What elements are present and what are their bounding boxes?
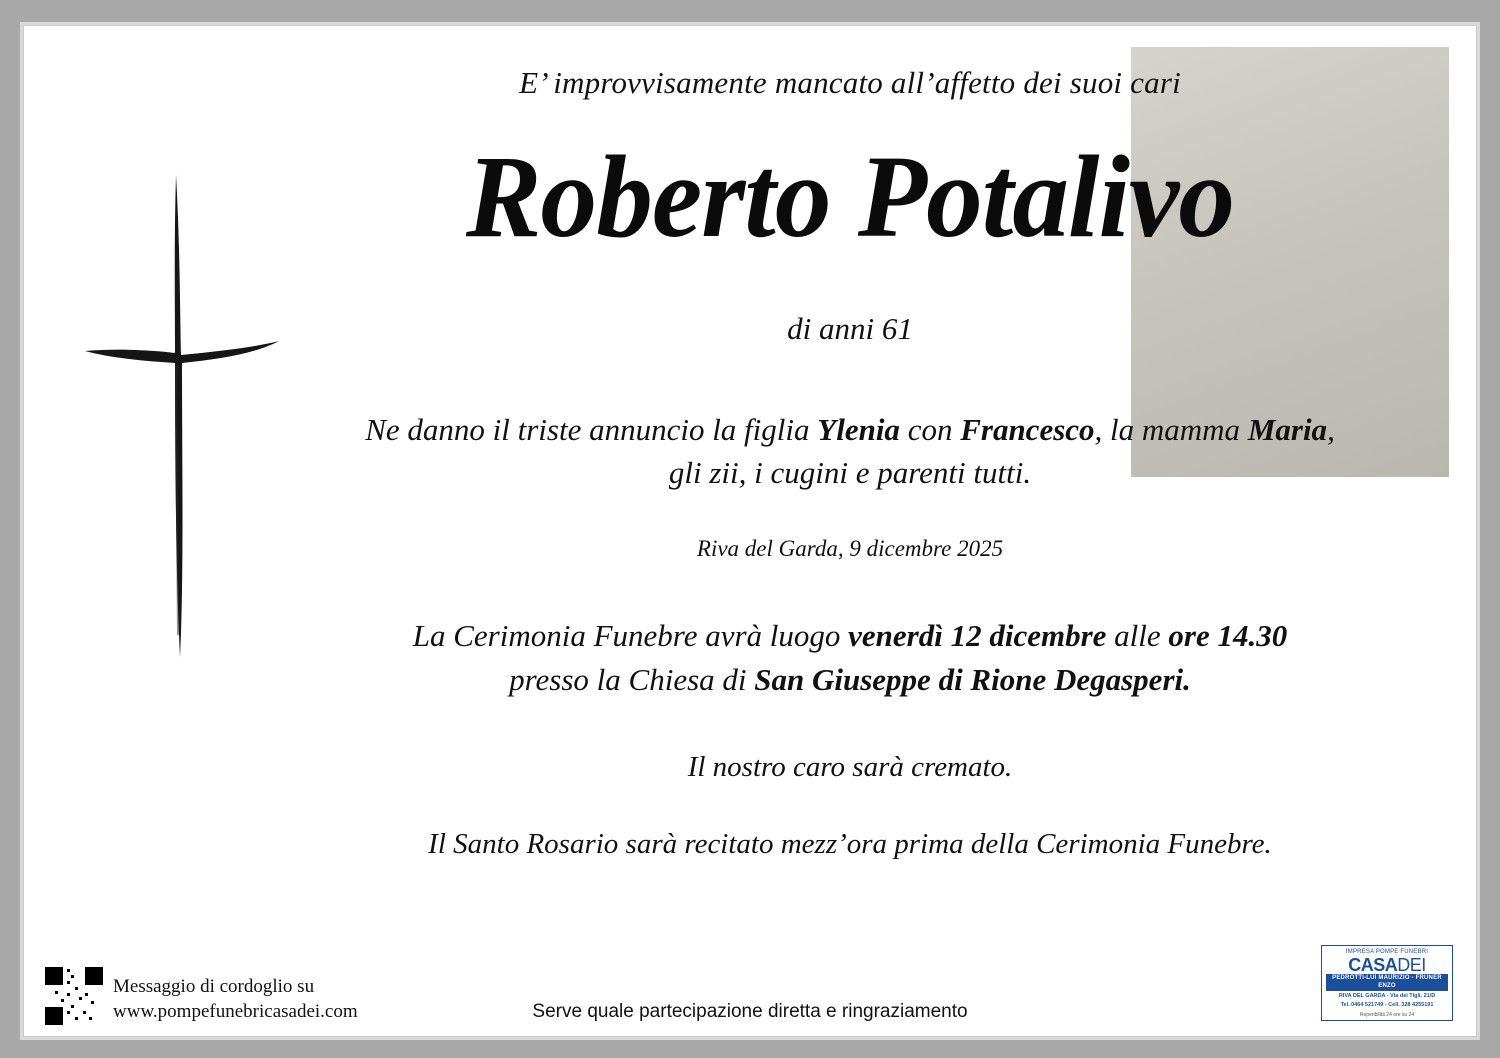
deceased-name: Roberto Potalivo [465, 131, 1235, 262]
agency-logo [1321, 945, 1453, 1021]
ceremony-text-c: presso la Chiesa di [509, 661, 755, 697]
partner-name: Francesco [960, 411, 1095, 447]
obituary-text [253, 65, 1447, 861]
announcement [253, 409, 1447, 495]
cremation-line: Il nostro caro sarà cremato. [687, 751, 1013, 784]
condolence-line-1: Messaggio di cordoglio su [113, 975, 315, 997]
announcement-line-2: gli zii, i cugini e parenti tutti. [668, 454, 1032, 490]
ceremony-info [253, 614, 1447, 701]
announcement-text-d: , [1327, 411, 1335, 447]
condolence-block[interactable] [45, 967, 358, 1025]
qr-code-icon[interactable] [45, 967, 103, 1025]
ceremony-line-2 [253, 658, 1447, 701]
announcement-text-a: Ne danno il triste annuncio la figlia [365, 411, 818, 447]
agency-top-line: IMPRESA POMPE FUNEBRI [1345, 949, 1429, 955]
condolence-website[interactable]: www.pompefunebricasadei.com [113, 1001, 358, 1023]
announcement-text-b: con [899, 411, 961, 447]
ceremony-time: ore 14.30 [1168, 618, 1288, 654]
agency-subtitle: PEDROTTI-LUI MAURIZIO - FRUNER ENZO [1326, 974, 1448, 990]
rosary-line: Il Santo Rosario sarà recitato mezz’ora prima della Cerimonia Funebre. [428, 828, 1272, 861]
daughter-name: Ylenia [817, 411, 900, 447]
agency-name [1326, 956, 1448, 975]
ceremony-text-a: La Cerimonia Funebre avrà luogo [412, 618, 849, 654]
mother-name: Maria [1247, 411, 1328, 447]
age-line: di anni 61 [787, 310, 913, 346]
participation-note: Serve quale partecipazione diretta e ringraziamento [532, 1001, 968, 1022]
intro-line: E’ improvvisamente mancato all’affetto dei suoi cari [519, 65, 1181, 100]
announcement-text-c: , la mamma [1094, 411, 1248, 447]
cross-icon [81, 165, 281, 665]
agency-name-part2: DEI [1397, 954, 1426, 975]
agency-name-part1: CASA [1348, 954, 1398, 975]
ceremony-line-1 [253, 614, 1447, 657]
condolence-text [113, 974, 358, 1025]
agency-address-2: Tel. 0464 521749 - Cell. 328 4255191 [1340, 1002, 1434, 1009]
agency-hours: Reperibilità 24 ore su 24 [1359, 1011, 1415, 1018]
agency-address-1: RIVA DEL GARDA - Via dei Tigli, 21/D [1338, 992, 1436, 999]
poster-inner-frame [20, 22, 1480, 1040]
ceremony-text-b: alle [1106, 618, 1169, 654]
place-and-date: Riva del Garda, 9 dicembre 2025 [696, 536, 1004, 562]
ceremony-church: San Giuseppe di Rione Degasperi. [754, 661, 1191, 697]
ceremony-day: venerdì 12 dicembre [848, 618, 1107, 654]
